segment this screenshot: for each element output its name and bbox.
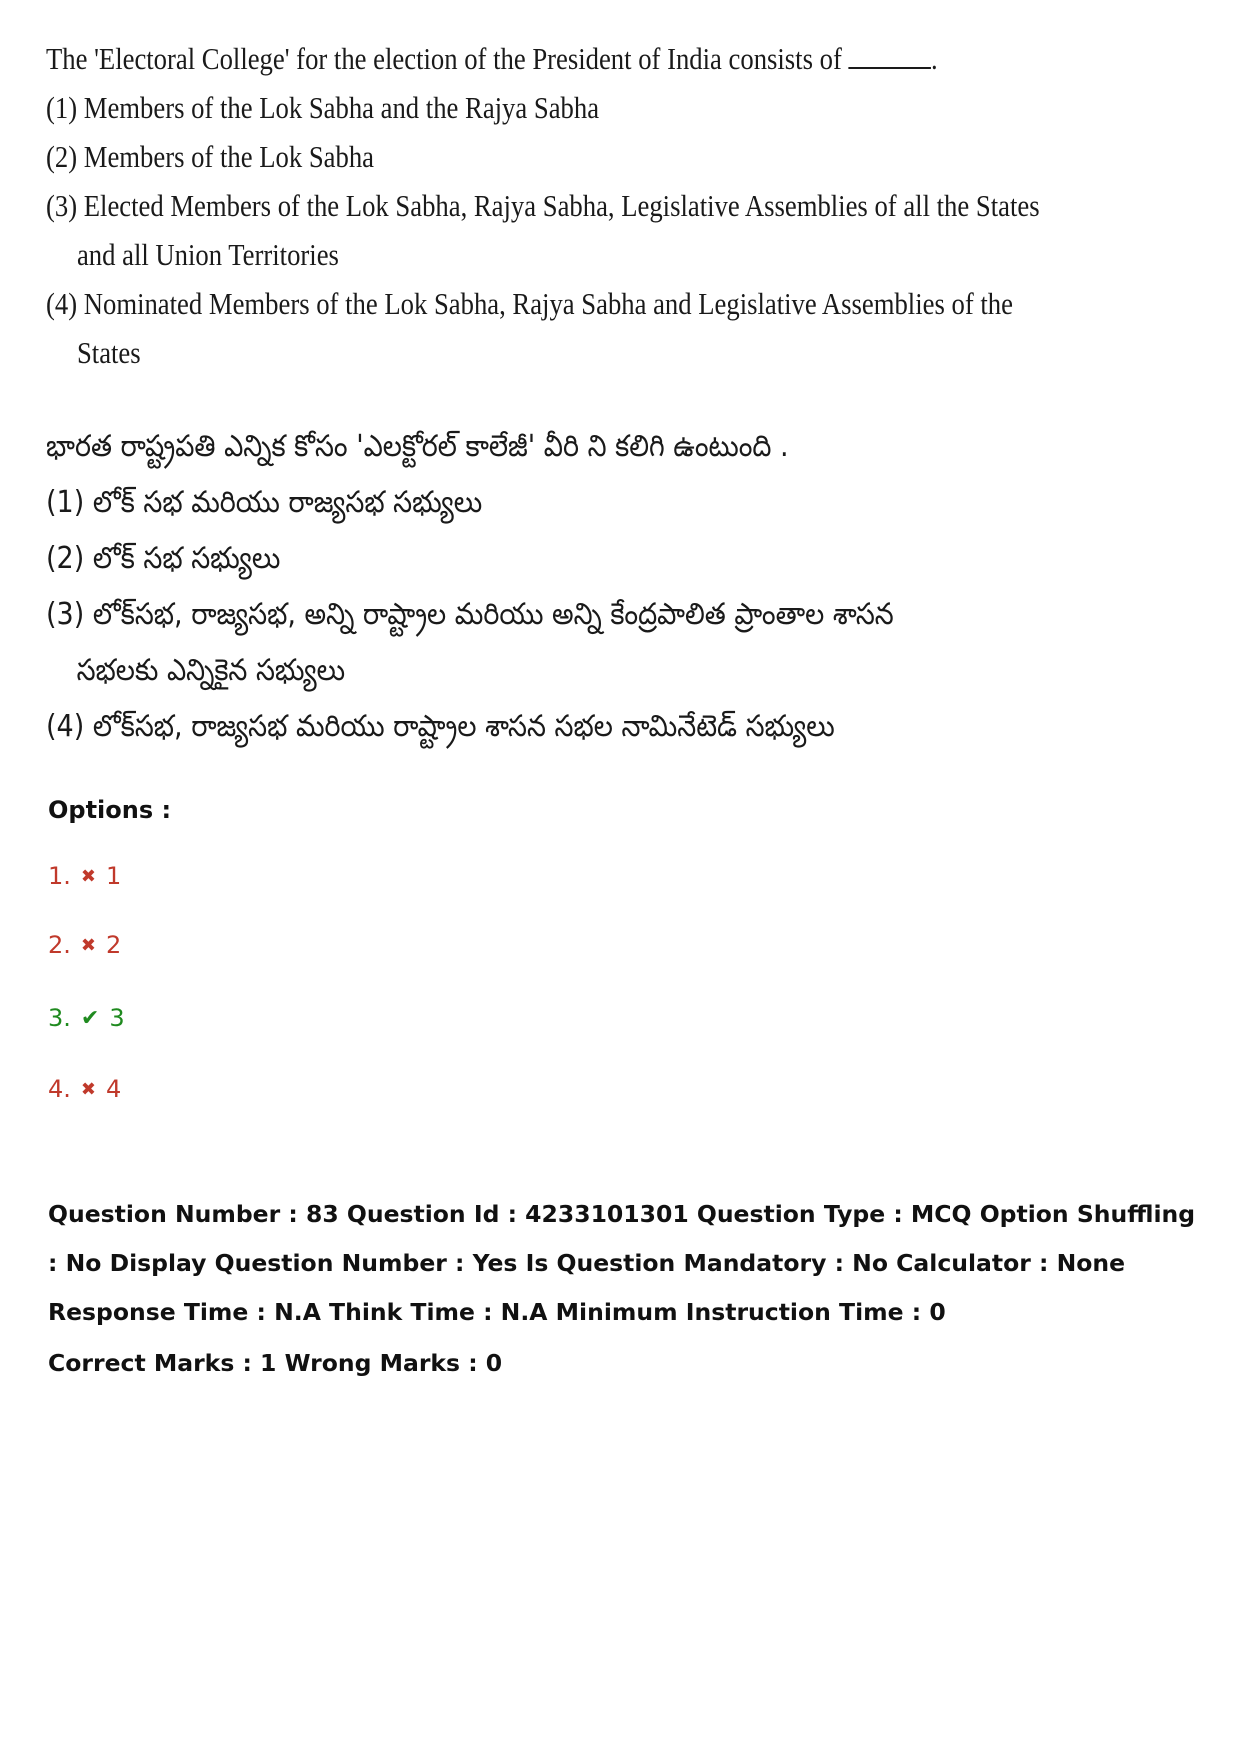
option-1 bbox=[48, 862, 121, 890]
answer-blank bbox=[849, 41, 932, 69]
question-stem-english: The 'Electoral College' for the election of the President of India consists of . bbox=[46, 41, 938, 76]
option-2 bbox=[48, 931, 121, 959]
question-image bbox=[46, 34, 1040, 764]
choice-english-4: (4) Nominated Members of the Lok Sabha, Rajya Sabha and Legislative Assemblies of the bbox=[46, 286, 1013, 321]
option-value: 2 bbox=[106, 931, 122, 959]
cross-icon: ✖ bbox=[80, 934, 96, 956]
option-number: 2. bbox=[48, 931, 71, 959]
choice-telugu-2: (2) లోక్ సభ సభ్యులు bbox=[46, 541, 281, 576]
option-number: 4. bbox=[48, 1075, 71, 1103]
choice-english-1: (1) Members of the Lok Sabha and the Rajya Sabha bbox=[46, 90, 600, 125]
option-4 bbox=[48, 1075, 121, 1103]
cross-icon: ✖ bbox=[80, 1078, 96, 1100]
check-icon: ✔ bbox=[80, 1005, 100, 1031]
question-english bbox=[46, 34, 1040, 377]
option-value: 3 bbox=[109, 1004, 125, 1032]
option-value: 1 bbox=[106, 862, 122, 890]
choice-telugu-3-continuation: సభలకు ఎన్నికైన సభ్యులు bbox=[76, 653, 346, 688]
question-telugu bbox=[46, 419, 937, 755]
choice-english-3-continuation: and all Union Territories bbox=[76, 237, 339, 272]
question-stem-telugu: భారత రాష్ట్రపతి ఎన్నిక కోసం 'ఎలక్టోరల్ కాలేజీ' వీరి ని కలిగి ఉంటుంది . bbox=[46, 429, 789, 464]
choice-english-4-continuation: States bbox=[76, 335, 141, 370]
choice-telugu-4: (4) లోక్‌సభ, రాజ్యసభ మరియు రాష్ట్రాల శాసన సభల నామినేటెడ్ సభ్యులు bbox=[46, 709, 835, 744]
question-metadata: Question Number : 83 Question Id : 4233101301 Question Type : MCQ Option Shuffling : No Display Question Number : Yes Is Question Mandatory : No Calculator : None Response Time : N.A Think Time : N.A Minimum Instruction Time : 0 bbox=[48, 1200, 1196, 1326]
options-heading: Options : bbox=[48, 796, 172, 824]
cross-icon: ✖ bbox=[80, 865, 96, 887]
choice-telugu-1: (1) లోక్ సభ మరియు రాజ్యసభ సభ్యులు bbox=[46, 485, 483, 520]
option-number: 3. bbox=[48, 1004, 71, 1032]
choice-english-2: (2) Members of the Lok Sabha bbox=[46, 139, 374, 174]
choice-english-3: (3) Elected Members of the Lok Sabha, Rajya Sabha, Legislative Assemblies of all the States bbox=[46, 188, 1040, 223]
option-3 bbox=[48, 1004, 125, 1032]
option-number: 1. bbox=[48, 862, 71, 890]
choice-telugu-3: (3) లోక్‌సభ, రాజ్యసభ, అన్ని రాష్ట్రాల మరియు అన్ని కేంద్రపాలిత ప్రాంతాల శాసన bbox=[46, 597, 894, 632]
option-value: 4 bbox=[106, 1075, 122, 1103]
marks-info: Correct Marks : 1 Wrong Marks : 0 bbox=[48, 1349, 503, 1377]
